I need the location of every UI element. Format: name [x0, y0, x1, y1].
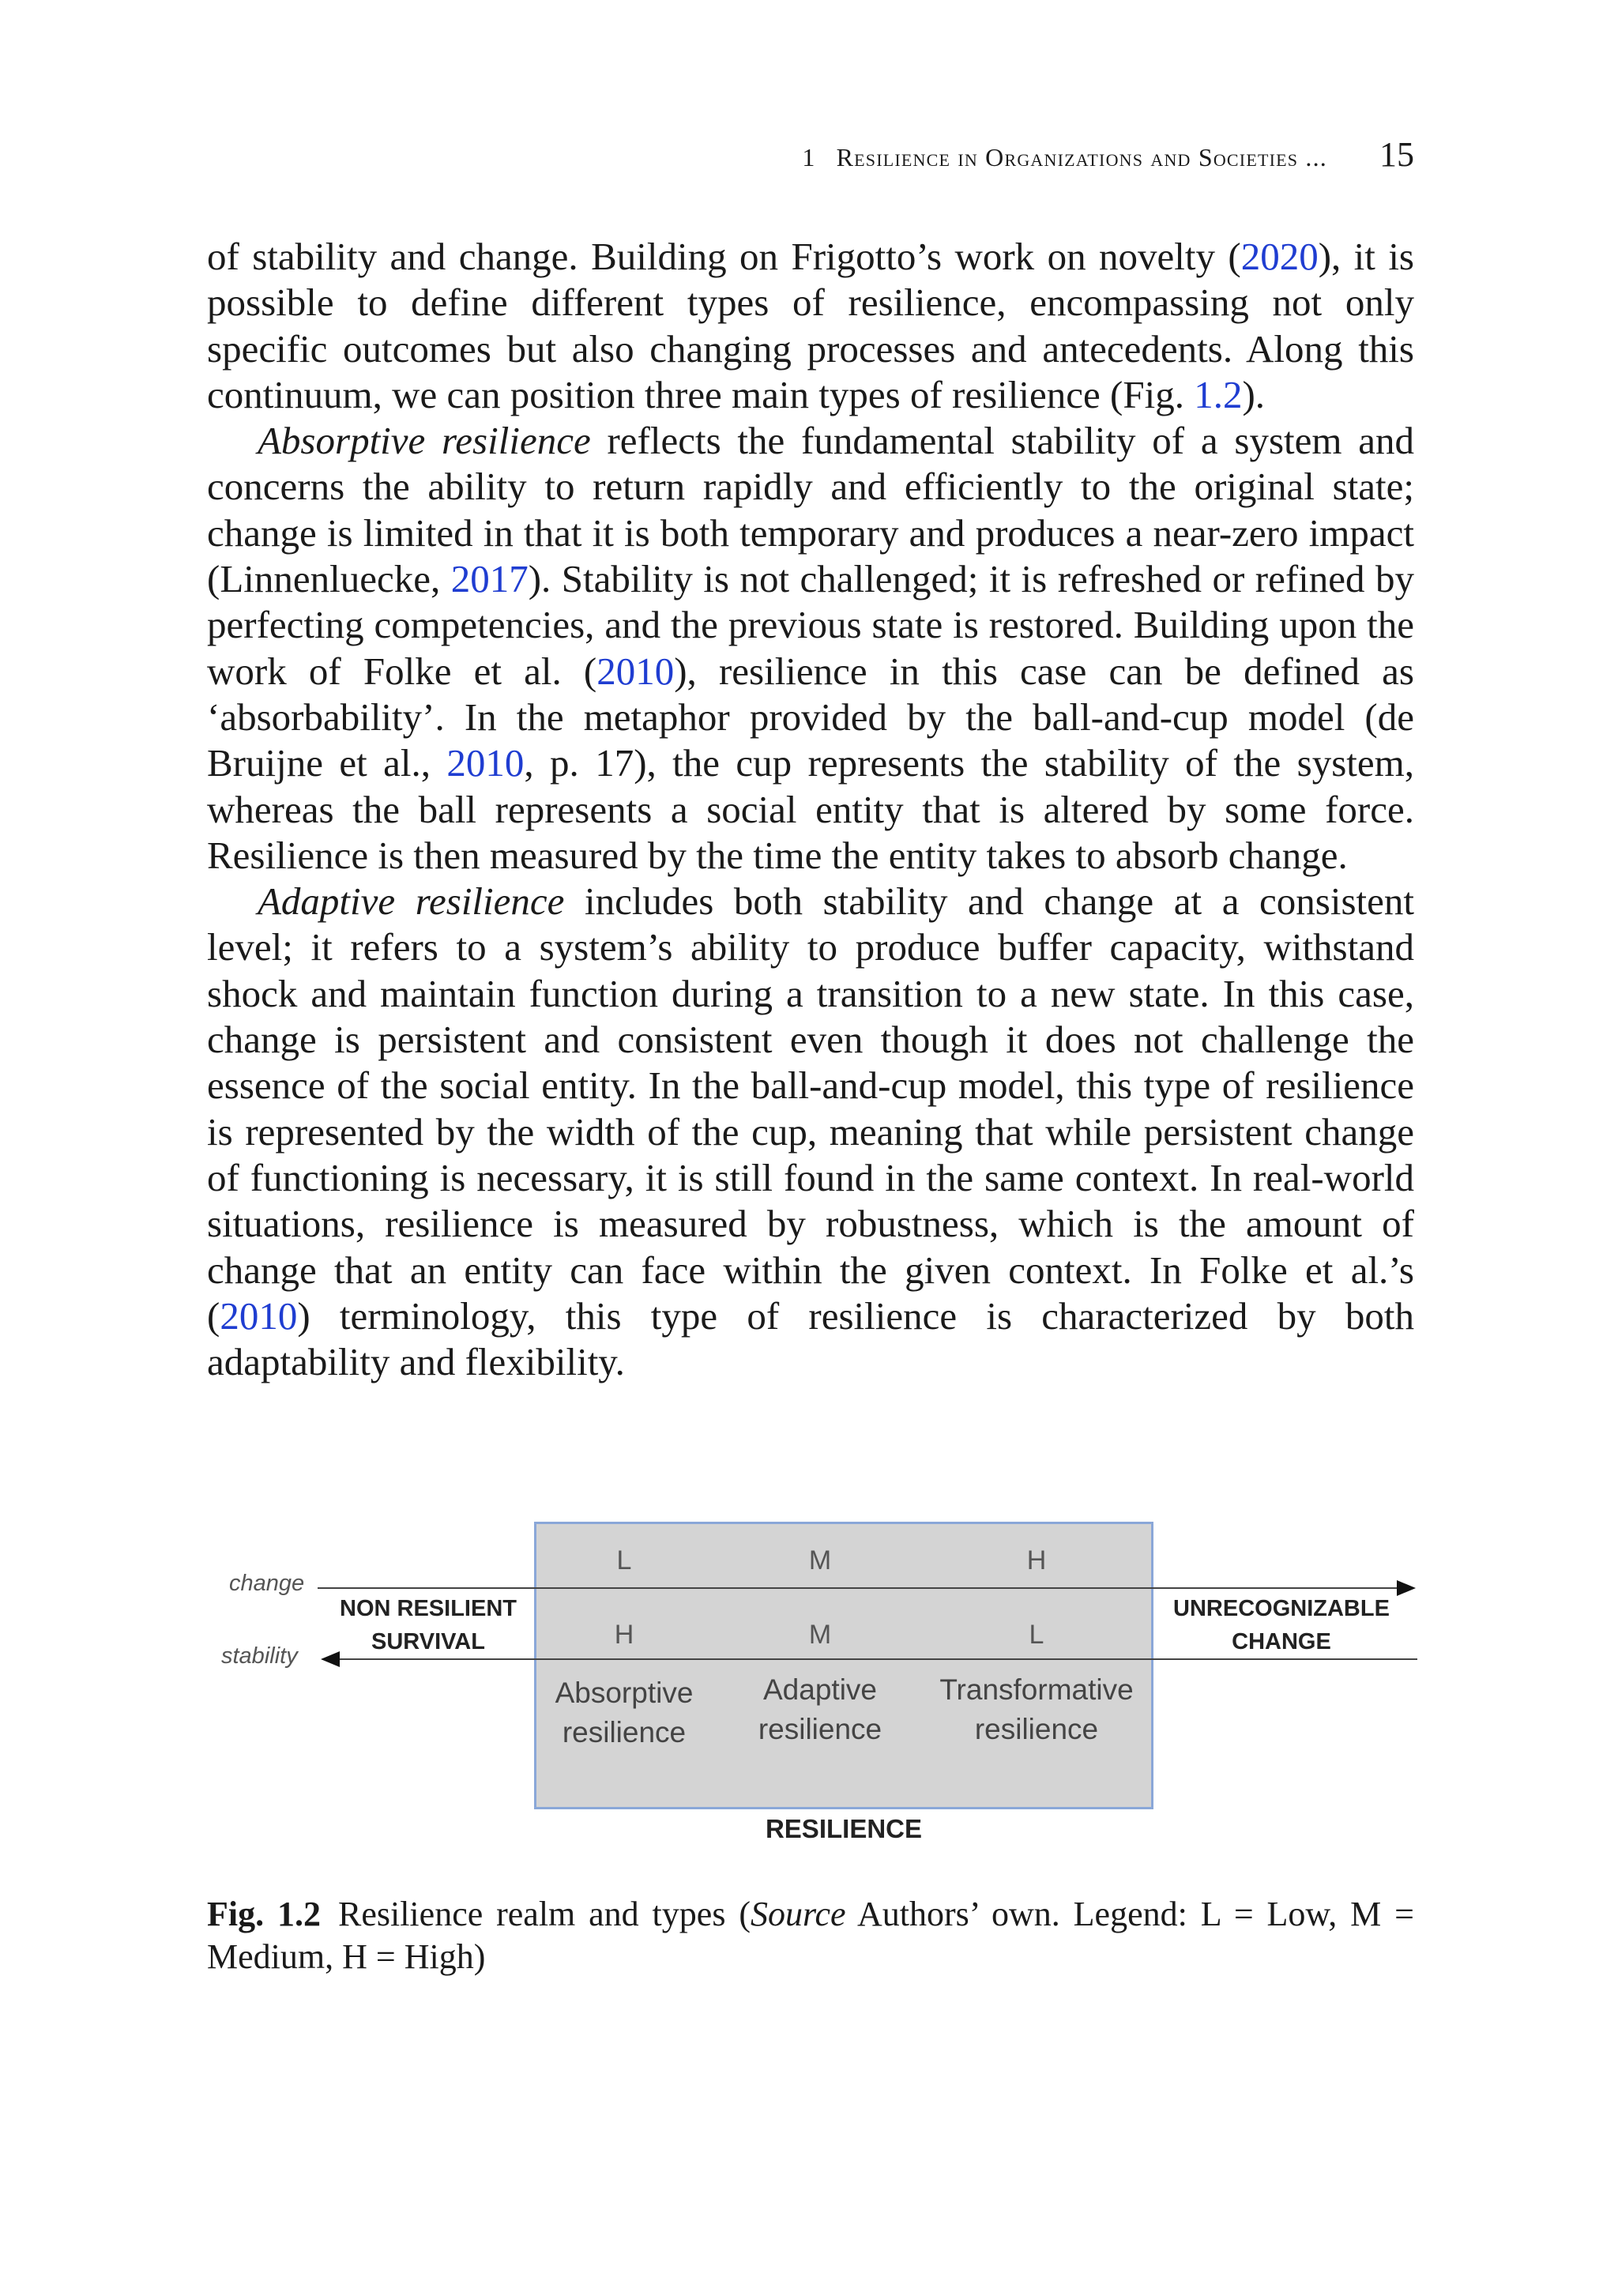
type-label-line1: Transformative: [939, 1673, 1134, 1706]
stability-level-transformative: L: [1029, 1620, 1044, 1650]
change-level-transformative: H: [1026, 1545, 1047, 1575]
figure-title: RESILIENCE: [765, 1814, 923, 1843]
chapter-number: 1: [802, 143, 816, 171]
figure-caption: [207, 1893, 1414, 1978]
caption-text: Authors’ own. Legend: L = Low, M = Medium, H = High): [207, 1895, 1414, 1976]
text-run: ). Stability is not challenged; it is refreshed or refined by perfecting competencies, and the previous state is restored. Building upon the work of Folke et al. (: [207, 557, 1414, 693]
citation-link[interactable]: 2010: [220, 1293, 298, 1338]
text-run: ), resilience in this case can be defined as ‘absorbability’. In the metaphor provided by the ball-and-cup model (de Bruijne et al.,: [207, 649, 1414, 785]
text-run: ).: [1242, 372, 1266, 416]
stability-level-absorptive: H: [614, 1620, 634, 1650]
figure-link[interactable]: 1.2: [1194, 372, 1243, 416]
term-adaptive: Adaptive resilience: [258, 879, 565, 924]
type-label-line2: resilience: [758, 1713, 882, 1745]
page-number: 15: [1379, 135, 1414, 174]
figure-number: Fig. 1.2: [207, 1895, 321, 1933]
change-level-absorptive: L: [616, 1545, 632, 1575]
stability-axis-label: stability: [221, 1643, 298, 1669]
citation-link[interactable]: 2020: [1240, 235, 1319, 278]
text-run: includes both stability and change at a consistent level; it refers to a system’s ability to produce buffer capacity, withstand shock and maintain function during a transition to a new state. In this case, change is persistent and consistent even though it does not challenge the essence of the social entity. In the ball-and-cup model, this type of resilience is represented by the width of the cup, meaning that while persistent change of functioning is necessary, it is still found in the same context. In real-world situations, resilience is measured by robustness, which is the amount of change that an entity can face within the given context. In Folke et al.’s (: [207, 879, 1415, 1338]
non-resilient-label: NON RESILIENT: [340, 1596, 517, 1621]
unrecognizable-label: UNRECOGNIZABLE: [1173, 1596, 1390, 1621]
citation-link[interactable]: 2010: [596, 649, 675, 693]
change-outcome-label: CHANGE: [1232, 1629, 1331, 1654]
term-absorptive: Absorptive resilience: [258, 419, 591, 463]
change-level-adaptive: M: [808, 1545, 832, 1575]
text-run: ) terminology, this type of resilience is characterized by both adaptability and flexibility.: [207, 1293, 1414, 1384]
change-arrow-icon: [1397, 1580, 1416, 1596]
text-run: reflects the fundamental stability of a system and concerns the ability to return rapidly and efficiently to the original state; change is limited in that it is both temporary and produces a near-zero impact (Linnenluecke,: [207, 419, 1414, 601]
type-label-line1: Adaptive: [763, 1673, 877, 1706]
running-head: [207, 134, 1414, 175]
type-adaptive: [717, 1670, 923, 1749]
type-absorptive: [521, 1673, 727, 1752]
type-transformative: [934, 1670, 1139, 1749]
text-run: , p. 17), the cup represents the stability of the system, whereas the ball represents a social entity that is altered by some force. Resilience is then measured by the time the entity takes to absorb change.: [207, 741, 1414, 877]
text-run: ), it is possible to define different types of resilience, encompassing not only specific outcomes but also changing processes and antecedents. Along this continuum, we can position three main types of resilience (Fig.: [207, 235, 1415, 416]
text-run: of stability and change. Building on Frigotto’s work on novelty (: [207, 235, 1241, 278]
body-text: [207, 234, 1414, 1385]
citation-link[interactable]: 2017: [450, 557, 529, 601]
change-axis-line: [318, 1587, 1400, 1589]
change-axis-label: change: [229, 1571, 305, 1596]
stability-level-adaptive: M: [808, 1620, 832, 1650]
survival-label: SURVIVAL: [371, 1629, 485, 1654]
caption-text: Resilience realm and types (: [337, 1895, 751, 1933]
figure-resilience-realm: [207, 1501, 1414, 1865]
type-label-line2: resilience: [562, 1716, 687, 1748]
type-label-line1: Absorptive: [555, 1677, 694, 1709]
running-title: Resilience in Organizations and Societies ...: [836, 143, 1327, 171]
paragraph-1: [207, 234, 1414, 418]
citation-link[interactable]: 2010: [446, 741, 525, 785]
type-label-line2: resilience: [974, 1713, 1099, 1745]
paragraph-3: [207, 879, 1414, 1385]
paragraph-2: [207, 418, 1414, 879]
stability-axis-line: [322, 1658, 1417, 1660]
caption-source: Source: [750, 1895, 846, 1933]
